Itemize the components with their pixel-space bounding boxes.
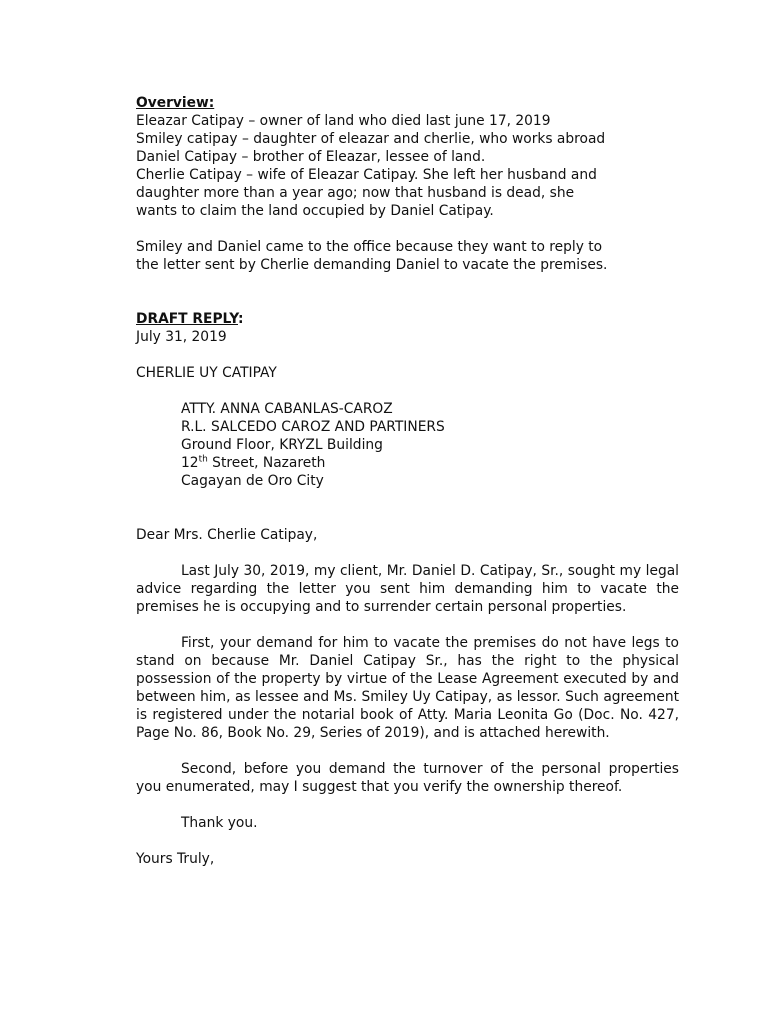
sender-line: Ground Floor, KRYZL Building [181, 437, 383, 453]
spacer [136, 220, 679, 238]
letter-paragraph: First, your demand for him to vacate the premises do not have legs to stand on because Mr. Daniel Catipay Sr., has the right to the physical possession of the property by virtue of the Lease Agreement executed by and between him, as lessee and Ms. Smiley Uy Catipay, as lessor. Such agreement is registered under the notarial book of Atty. Maria Leonita Go (Doc. No. 427, Page No. 86, Book No. 29, Series of 2019), and is attached herewith. [136, 635, 679, 741]
overview-line: Smiley catipay – daughter of eleazar and cherlie, who works abroad [136, 131, 606, 147]
spacer [136, 346, 679, 364]
street-suffix: th [198, 454, 208, 465]
document-page [136, 94, 679, 868]
overview-note-line: Smiley and Daniel came to the office because they want to reply to [136, 239, 603, 255]
spacer [136, 274, 679, 310]
overview-line: wants to claim the land occupied by Daniel Catipay. [136, 203, 494, 219]
spacer [136, 544, 679, 562]
overview-line: daughter more than a year ago; now that husband is dead, she [136, 185, 575, 201]
overview-line: Daniel Catipay – brother of Eleazar, lessee of land. [136, 149, 486, 165]
letter-recipient: CHERLIE UY CATIPAY [136, 365, 277, 381]
overview-line: Cherlie Catipay – wife of Eleazar Catipay. She left her husband and [136, 167, 597, 183]
street-rest: Street, Nazareth [207, 455, 326, 471]
letter-closing: Yours Truly, [136, 851, 215, 867]
letter-salutation: Dear Mrs. Cherlie Catipay, [136, 527, 318, 543]
letter-thanks: Thank you. [181, 815, 258, 831]
spacer [136, 742, 679, 760]
sender-line: ATTY. ANNA CABANLAS-CAROZ [181, 401, 393, 417]
sender-line: R.L. SALCEDO CAROZ AND PARTINERS [181, 419, 445, 435]
draft-heading-colon: : [238, 311, 244, 327]
draft-heading [136, 310, 679, 328]
draft-heading-text: DRAFT REPLY [136, 311, 238, 327]
spacer [136, 616, 679, 634]
letter-date: July 31, 2019 [136, 329, 227, 345]
letter-paragraph: Last July 30, 2019, my client, Mr. Daniel D. Catipay, Sr., sought my legal advice regarding the letter you sent him demanding him to vacate the premises he is occupying and to surrender certain personal properties. [136, 563, 679, 615]
spacer [136, 490, 679, 526]
overview-line: Eleazar Catipay – owner of land who died last june 17, 2019 [136, 113, 551, 129]
sender-city: Cagayan de Oro City [181, 473, 324, 489]
overview-heading: Overview: [136, 95, 215, 111]
spacer [136, 832, 679, 850]
sender-street-line [181, 454, 679, 472]
letter-paragraph: Second, before you demand the turnover of the personal properties you enumerated, may I suggest that you verify the ownership thereof. [136, 761, 679, 795]
street-number: 12 [181, 455, 199, 471]
overview-note-line: the letter sent by Cherlie demanding Daniel to vacate the premises. [136, 257, 608, 273]
sender-address-block [136, 400, 679, 490]
spacer [136, 796, 679, 814]
spacer [136, 382, 679, 400]
